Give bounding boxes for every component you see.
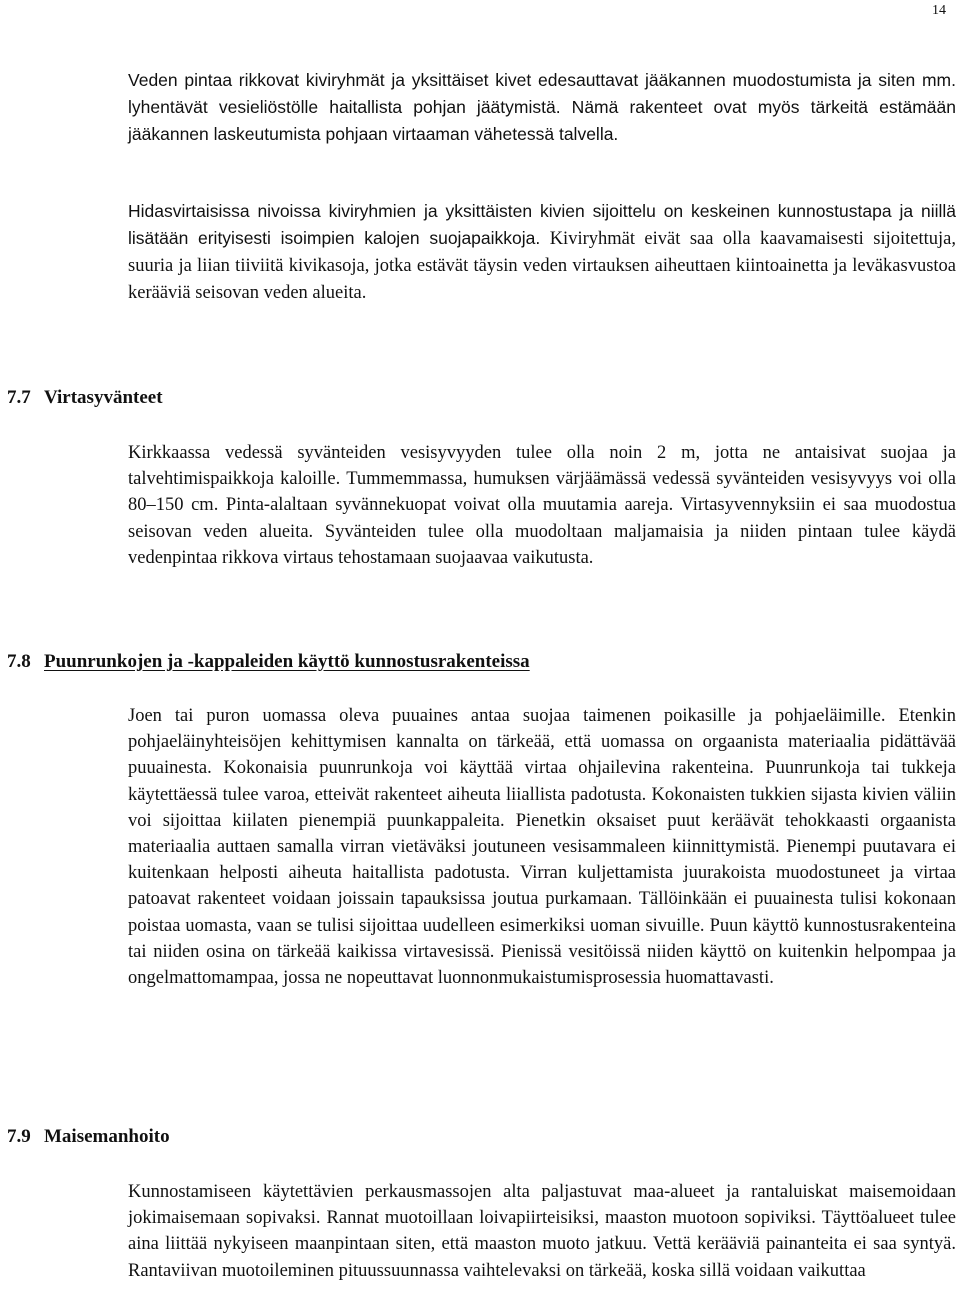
paragraph-deep-pools: Kirkkaassa vedessä syvänteiden vesisyvyyden tulee olla noin 2 m, jotta ne antaisivat suojaa ja talvehtimispaikkoja kaloille. Tummemmassa, humuksen värjäämässä vedessä syvänteiden vesisyvyys voi olla 80–150 cm. Pinta-alaltaan syvännekuopat voivat olla muutamia aareja. Virtasyvennyksiin ei saa muodostua seisovan veden alueita. Syvänteiden tulee olla muodoltaan maljamaisia ja niiden pintaan tulee käydä vedenpintaa rikkova virtaus tehostamaan suojaavaa vaikutusta.	[128, 443, 956, 568]
heading-7-7-title: Virtasyvänteet	[44, 387, 163, 408]
heading-7-7	[7, 385, 163, 411]
heading-7-9-number: 7.9	[7, 1126, 31, 1147]
paragraph-slow-flow-stones	[128, 198, 956, 307]
heading-7-9-title: Maisemanhoito	[44, 1126, 170, 1147]
paragraph-wood-structures: Joen tai puron uomassa oleva puuaines antaa suojaa taimenen poikasille ja pohjaeläimille. Etenkin pohjaeläinyhteisöjen kehittymisen kannalta on tärkeää, että uomassa on orgaanista materiaalia pidättävää puuainesta. Kokonaisia puunrunkoja voi käyttää virtaa ohjailevina rakenteina. Puunrunkoja tai tukkeja käytettäessä tulee varoa, etteivät rakenteet aiheuta liiallista padotusta. Kokonaisten tukkien sijasta kivien väliin voi sijoittaa kiilaten pienempiä puunkappaleita. Pienetkin oksaiset puut keräävät tehokkaasti orgaanista materiaalia auttaen samalla virran vietäväksi joutuneen vesisammaleen kiinnittymistä. Pienempi puutavara ei kuitenkaan helposti aiheuta haitallista padotusta. Virran kuljettamista juurakoista muodostuneet ja virtaa patoavat rakenteet voidaan joissain tapauksissa joutua purkamaan. Tällöinkään ei puuainesta tulisi kokonaan poistaa uomasta, vaan se tulisi sijoittaa uudelleen esimerkiksi uoman sivuille. Puun käyttö kunnostusrakenteina tai niiden osina on tärkeää kaikissa virtavesissä. Pienissä vesitöissä niiden käyttö on kuitenkin helpompaa ja ongelmattomampaa, jossa ne nopeuttavat luonnonmukaistumisprosessia huomattavasti.	[128, 706, 956, 989]
heading-7-7-number: 7.7	[7, 387, 31, 408]
page-number: 14	[932, 3, 946, 18]
heading-7-8-title: Puunrunkojen ja -kappaleiden käyttö kunnostusrakenteissa	[44, 651, 530, 672]
heading-7-8-number: 7.8	[7, 651, 31, 672]
paragraph-slow-flow-stones-sans: Hidasvirtaisissa nivoissa kiviryhmien ja yksittäisten kivien sijoittelu on keskeinen kunnostustapa ja niillä lisätään erityisesti isoimpien kalojen suojapaikkoja.	[128, 201, 956, 248]
paragraph-ice-cover: Veden pintaa rikkovat kiviryhmät ja yksittäiset kivet edesauttavat jääkannen muodostumista ja siten mm. lyhentävät vesieliöstölle haitallista pohjan jäätymistä. Nämä rakenteet ovat myös tärkeitä estämään jääkannen laskeutumista pohjaan virtaaman vähetessä talvella.	[128, 70, 956, 144]
heading-7-9	[7, 1124, 170, 1150]
heading-7-8	[7, 649, 530, 675]
paragraph-slow-flow-stones-serif: Kiviryhmät eivät saa olla kaavamaisesti sijoitettuja, suuria ja liian tiiviitä kivikasoja, jotka estävät täysin veden virtauksen aiheuttaen kiintoainetta ja leväkasvustoa kerääviä seisovan veden alueita.	[128, 229, 956, 303]
paragraph-landscaping: Kunnostamiseen käytettävien perkausmassojen alta paljastuvat maa-alueet ja rantaluiskat maisemoidaan jokimaisemaan sopivaksi. Rannat muotoillaan loivapiirteisiksi, maaston muotoon sopiviksi. Täyttöalueet tulee aina liittää nykyiseen maanpintaan siten, että maaston muoto jatkuu. Vettä kerääviä painanteita ei saa syntyä. Rantaviivan muotoileminen pituussuunnassa vaihtelevaksi on tärkeää, koska sillä voidaan vaikuttaa	[128, 1182, 956, 1281]
